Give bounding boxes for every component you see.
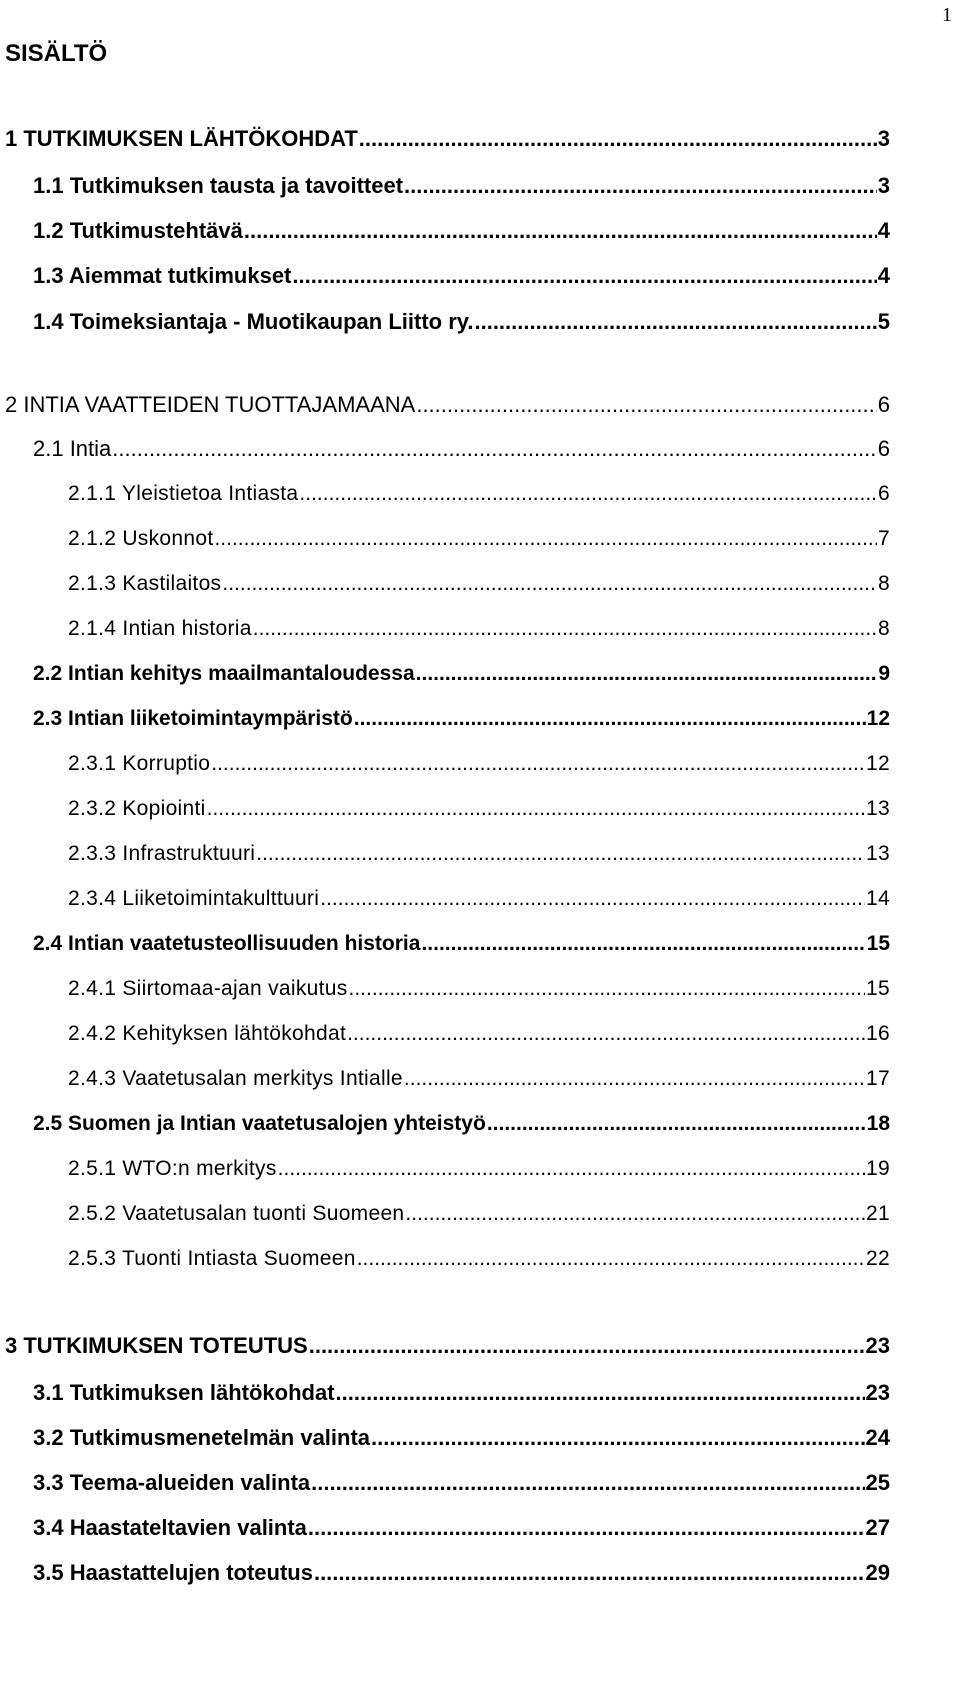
toc-entry-page: 15 [866,932,890,955]
toc-entry-2-5-1[interactable] [68,1157,890,1181]
toc-leader-dots [299,482,877,506]
toc-entry-2-4-2[interactable] [68,1022,890,1046]
toc-entry-label: 2.5 Suomen ja Intian vaatetusalojen yhteistyö [33,1112,486,1135]
toc-entry-page: 23 [865,1333,890,1358]
toc-entry-label: 3.4 Haastateltavien valinta [33,1515,307,1540]
toc-entry-label: 2.2 Intian kehitys maailmantaloudessa [33,662,415,685]
toc-entry-2-5-3[interactable] [68,1247,890,1271]
toc-leader-dots [211,752,865,776]
toc-entry-label: 2.3.2 Kopiointi [68,797,206,820]
toc-entry-page: 18 [866,1112,890,1135]
toc-entry-label: 2.3 Intian liiketoimintaympäristö [33,707,353,730]
toc-entry-label: 2.3.4 Liiketoimintakulttuuri [68,887,320,910]
toc-leader-dots [357,1247,865,1271]
toc-entry-2-1-4[interactable] [68,617,890,641]
toc-entry-page: 3 [877,173,890,198]
toc-entry-1[interactable] [5,126,890,152]
toc-entry-page: 9 [878,662,890,685]
toc-leader-dots [256,842,865,866]
toc-leader-dots [320,887,865,911]
toc-entry-page: 6 [878,482,890,505]
toc-entry-label: 1.2 Tutkimustehtävä [33,218,243,243]
toc-entry-label: 2.4.3 Vaatetusalan merkitys Intialle [68,1067,403,1090]
toc-entry-label: 2 INTIA VAATTEIDEN TUOTTAJAMAANA [5,392,416,417]
toc-entry-label: 2.5.1 WTO:n merkitys [68,1157,277,1180]
toc-entry-label: 3.1 Tutkimuksen lähtökohdat [33,1380,335,1405]
toc-entry-2-3-1[interactable] [68,752,890,776]
toc-entry-label: 2.5.2 Vaatetusalan tuonti Suomeen [68,1202,405,1225]
toc-leader-dots [308,1515,865,1541]
toc-entry-1-4[interactable] [33,309,890,335]
toc-leader-dots [336,1380,865,1406]
toc-leader-dots [349,977,866,1001]
toc-entry-label: 2.4.1 Siirtomaa-ajan vaikutus [68,977,348,1000]
toc-entry-2-3-3[interactable] [68,842,890,866]
toc-entry-page: 21 [866,1202,890,1225]
toc-entry-2-4-1[interactable] [68,977,890,1001]
toc-leader-dots [405,1202,865,1226]
toc-entry-page: 23 [865,1380,890,1405]
toc-entry-2-1-1[interactable] [68,482,890,506]
toc-leader-dots [309,1333,865,1359]
toc-entry-label: 2.5.3 Tuonti Intiasta Suomeen [68,1247,356,1270]
toc-leader-dots [474,309,876,335]
toc-entry-label: 2.3.1 Korruptio [68,752,211,775]
toc-entry-page: 3 [877,126,890,151]
toc-entry-page: 13 [866,797,890,820]
toc-entry-1-3[interactable] [33,263,890,289]
toc-entry-label: 2.1.4 Intian historia [68,617,252,640]
toc-entry-label: 2.1.2 Uskonnot [68,527,214,550]
toc-leader-dots [404,173,877,199]
toc-entry-2-1-3[interactable] [68,572,890,596]
toc-entry-label: 3.2 Tutkimusmenetelmän valinta [33,1425,371,1450]
toc-leader-dots [347,1022,865,1046]
toc-entry-label: 2.1.3 Kastilaitos [68,572,222,595]
toc-leader-dots [359,126,877,152]
toc-entry-page: 15 [866,977,890,1000]
toc-entry-3-2[interactable] [33,1425,890,1451]
toc-entry-page: 14 [866,887,890,910]
toc-entry-1-2[interactable] [33,218,890,244]
toc-leader-dots [207,797,865,821]
toc-entry-page: 8 [878,572,890,595]
toc-entry-page: 4 [877,263,890,288]
page-number: 1 [942,4,952,26]
toc-entry-label: 2.4.2 Kehityksen lähtökohdat [68,1022,347,1045]
toc-entry-page: 12 [866,707,890,730]
toc-entry-3[interactable] [5,1333,890,1359]
toc-entry-3-1[interactable] [33,1380,890,1406]
toc-leader-dots [244,218,877,244]
toc-entry-page: 12 [866,752,890,775]
toc-entry-page: 29 [865,1560,890,1585]
toc-entry-page: 8 [878,617,890,640]
toc-entry-page: 16 [866,1022,890,1045]
toc-entry-3-4[interactable] [33,1515,890,1541]
toc-entry-label: 2.1.1 Yleistietoa Intiasta [68,482,299,505]
toc-entry-page: 25 [865,1470,890,1495]
toc-entry-page: 17 [866,1067,890,1090]
toc-entry-label: 3.3 Teema-alueiden valinta [33,1470,311,1495]
toc-entry-2-2[interactable] [33,662,890,686]
toc-leader-dots [222,572,877,596]
toc-entry-label: 3 TUTKIMUKSEN TOTEUTUS [5,1333,308,1358]
toc-leader-dots [214,527,877,551]
toc-entry-page: 5 [877,309,890,334]
toc-entry-label: 1.4 Toimeksiantaja - Muotikaupan Liitto ry. [33,309,474,334]
toc-entry-label: 2.3.3 Infrastruktuuri [68,842,256,865]
toc-leader-dots [371,1425,864,1451]
toc-entry-2-4-3[interactable] [68,1067,890,1091]
toc-entry-page: 7 [878,527,890,550]
toc-entry-page: 6 [877,436,890,461]
toc-entry-label: 2.4 Intian vaatetusteollisuuden historia [33,932,421,955]
toc-entry-label: 3.5 Haastattelujen toteutus [33,1560,313,1585]
toc-leader-dots [416,392,876,418]
toc-entry-3-3[interactable] [33,1470,890,1496]
toc-leader-dots [253,617,877,641]
toc-leader-dots [354,707,866,731]
toc-entry-page: 4 [877,218,890,243]
toc-leader-dots [421,932,865,956]
toc-leader-dots [292,263,876,289]
toc-entry-page: 19 [866,1157,890,1180]
toc-entry-3-5[interactable] [33,1560,890,1586]
toc-entry-1-1[interactable] [33,173,890,199]
toc-entry-2-1[interactable] [33,436,890,462]
toc-leader-dots [314,1560,865,1586]
toc-entry-label: 1.1 Tutkimuksen tausta ja tavoitteet [33,173,404,198]
toc-entry-label: 2.1 Intia [33,436,112,461]
toc-entry-2-4[interactable] [33,932,890,956]
toc-entry-2[interactable] [5,392,890,418]
toc-leader-dots [487,1112,866,1136]
toc-entry-2-3-4[interactable] [68,887,890,911]
toc-entry-page: 24 [865,1425,890,1450]
toc-entry-label: 1 TUTKIMUKSEN LÄHTÖKOHDAT [5,126,358,151]
toc-entry-2-1-2[interactable] [68,527,890,551]
toc-leader-dots [311,1470,864,1496]
toc-entry-label: 1.3 Aiemmat tutkimukset [33,263,292,288]
page-title: SISÄLTÖ [5,40,108,67]
toc-leader-dots [112,436,876,462]
toc-entry-2-5-2[interactable] [68,1202,890,1226]
toc-leader-dots [416,662,878,686]
toc-leader-dots [278,1157,865,1181]
toc-entry-2-5[interactable] [33,1112,890,1136]
toc-entry-2-3-2[interactable] [68,797,890,821]
toc-entry-page: 13 [866,842,890,865]
toc-leader-dots [404,1067,865,1091]
toc-entry-page: 6 [877,392,890,417]
toc-entry-page: 27 [865,1515,890,1540]
toc-entry-2-3[interactable] [33,707,890,731]
toc-entry-page: 22 [866,1247,890,1270]
